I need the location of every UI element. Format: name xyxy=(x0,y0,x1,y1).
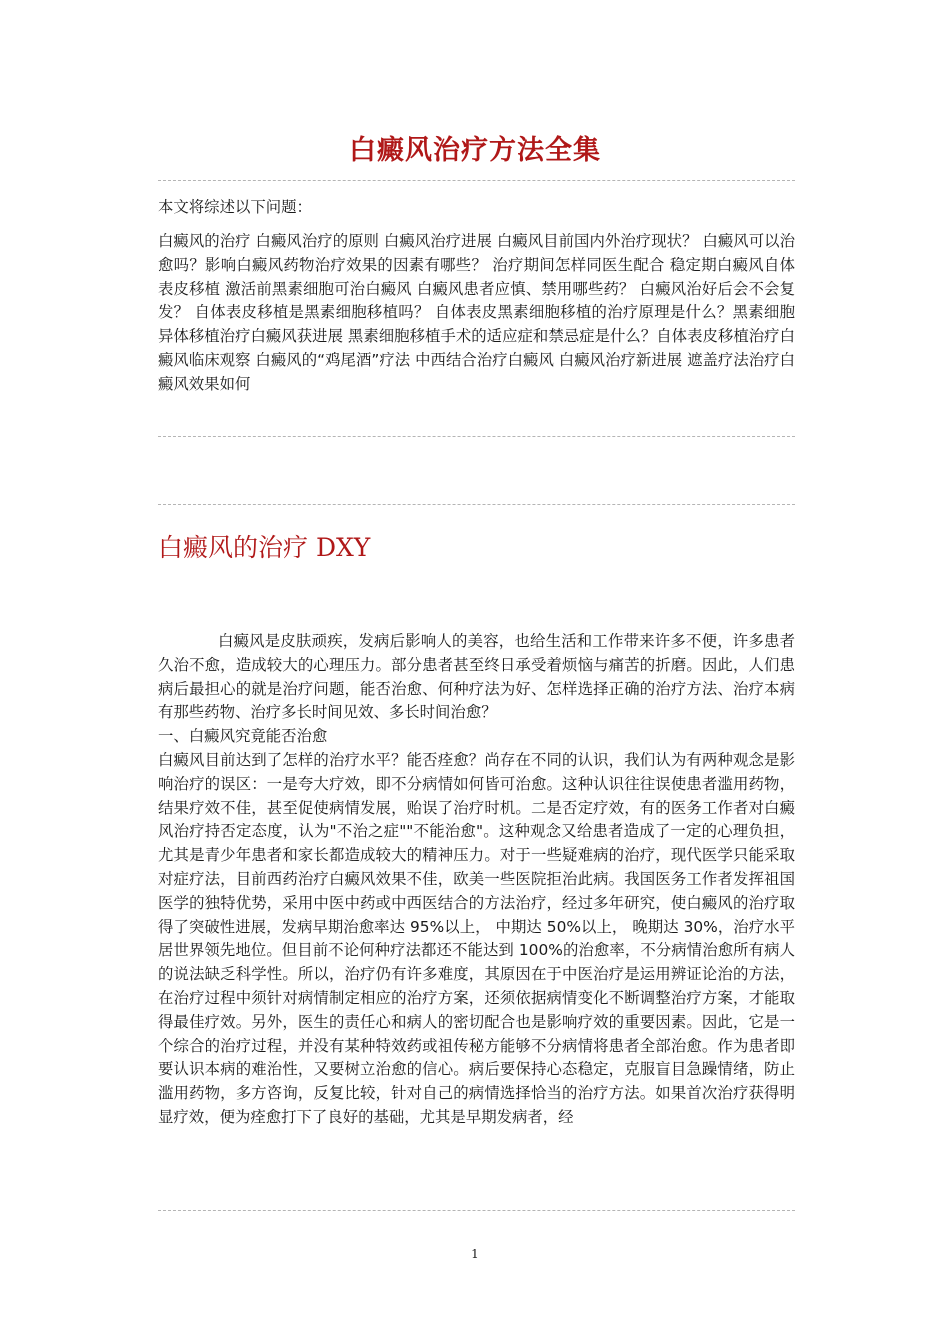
divider-top xyxy=(158,180,795,181)
body-paragraph-2: 白癜风目前达到了怎样的治疗水平？能否痊愈？尚存在不同的认识，我们认为有两种观念是影响治疗的误区：一是夸大疗效，即不分病情如何皆可治愈。这种认识往往误使患者滥用药物，结果疗效不佳，甚至促使病情发展，贻误了治疗时机。二是否定疗效，有的医务工作者对白癜风治疗持否定态度，认为"不治之症""不能治愈"。这种观念又给患者造成了一定的心理负担，尤其是青少年患者和家长都造成较大的精神压力。对于一些疑难病的治疗，现代医学只能采取对症疗法，目前西药治疗白癜风效果不佳，欧美一些医院拒治此病。我国医务工作者发挥祖国医学的独特优势，采用中医中药或中西医结合的方法治疗，经过多年研究，使白癜风的治疗取得了突破性进展，发病早期治愈率达 95%以上， 中期达 50%以上， 晚期达 30%，治疗水平居世界领先地位。但目前不论何种疗法都还不能达到 100%的治愈率，不分病情治愈所有病人的说法缺乏科学性。所以，治疗仍有许多难度，其原因在于中医治疗是运用辨证论治的方法，在治疗过程中须针对病情制定相应的治疗方案，还须依据病情变化不断调整治疗方案，才能取得最佳疗效。另外，医生的责任心和病人的密切配合也是影响疗效的重要因素。因此，它是一个综合的治疗过程，并没有某种特效药或祖传秘方能够不分病情将患者全部治愈。作为患者即要认识本病的难治性，又要树立治愈的信心。病后要保持心态稳定，克服盲目急躁情绪，防止滥用药物，多方咨询，反复比较，针对自己的病情选择恰当的治疗方法。如果首次治疗获得明显疗效，便为痊愈打下了良好的基础，尤其是早期发病者，经 xyxy=(158,750,795,1126)
intro-text: 本文将综述以下问题： xyxy=(158,198,312,216)
topic-list: 白癜风的治疗 白癜风治疗的原则 白癜风治疗进展 白癜风目前国内外治疗现状？ 白癜风可以治愈吗？影响白癜风药物治疗效果的因素有哪些？ 治疗期间怎样同医生配合 稳定期白癜风自体表皮移植 激活前黑素细胞可治白癜风 白癜风患者应慎、禁用哪些药？ 白癜风治好后会不会复发？ 自体表皮移植是黑素细胞移植吗？ 自体表皮黑素细胞移植的治疗原理是什么？黑素细胞异体移植治疗白癜风获进展 黑素细胞移植手术的适应症和禁忌症是什么？自体表皮移植治疗白癜风临床观察 白癜风的“鸡尾酒”疗法 中西结合治疗白癜风 白癜风治疗新进展 遮盖疗法治疗白癜风效果如何 xyxy=(158,232,795,393)
page-number: 1 xyxy=(471,1247,479,1261)
section-title: 白癜风的治疗 DXY xyxy=(158,533,371,562)
section-body xyxy=(158,630,795,1130)
divider-section xyxy=(158,504,795,505)
subheading-1: 一、白癜风究竟能否治愈 xyxy=(158,727,328,746)
divider-bottom xyxy=(158,1210,795,1211)
divider-toc-end xyxy=(158,436,795,437)
body-paragraph-1: 白癜风是皮肤顽疾，发病后影响人的美容，也给生活和工作带来许多不便，许多患者久治不愈，造成较大的心理压力。部分患者甚至终日承受着烦恼与痛苦的折磨。因此，人们患病后最担心的就是治疗问题，能否治愈、何种疗法为好、怎样选择正确的治疗方法、治疗本病有那些药物、治疗多长时间见效、多长时间治愈？ xyxy=(158,632,795,722)
document-title: 白癜风治疗方法全集 xyxy=(349,135,601,166)
